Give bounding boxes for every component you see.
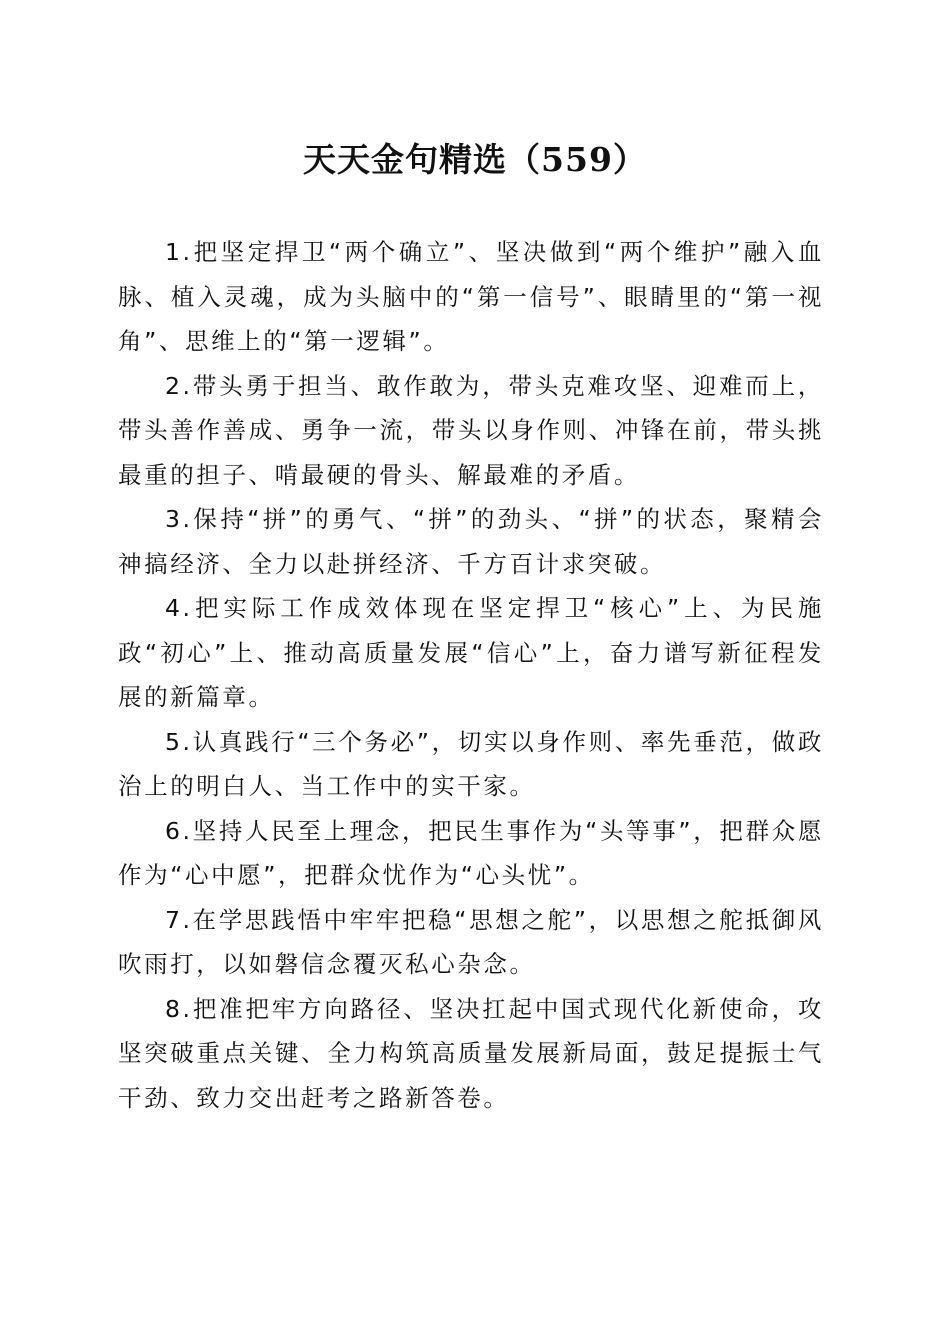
document-body [118,230,824,1120]
document-title: 天天金句精选（559） [303,140,647,179]
paragraph-4: 4.把实际工作成效体现在坚定捍卫“核心”上、为民施政“初心”上、推动高质量发展“信心”上，奋力谱写新征程发展的新篇章。 [118,594,824,711]
paragraph-3: 3.保持“拼”的勇气、“拼”的劲头、“拼”的状态，聚精会神搞经济、全力以赴拼经济、千方百计求突破。 [118,505,824,578]
paragraph-2: 2.带头勇于担当、敢作敢为，带头克难攻坚、迎难而上，带头善作善成、勇争一流，带头以身作则、冲锋在前，带头挑最重的担子、啃最硬的骨头、解最难的矛盾。 [118,371,824,489]
paragraph-7: 7.在学思践悟中牢牢把稳“思想之舵”，以思想之舵抵御风吹雨打，以如磐信念覆灭私心杂念。 [118,905,824,978]
paragraph-1: 1.把坚定捍卫“两个确立”、坚决做到“两个维护”融入血脉、植入灵魂，成为头脑中的“第一信号”、眼睛里的“第一视角”、思维上的“第一逻辑”。 [118,238,824,355]
paragraph-8: 8.把准把牢方向路径、坚决扛起中国式现代化新使命，攻坚突破重点关键、全力构筑高质量发展新局面，鼓足提振士气干劲、致力交出赶考之路新答卷。 [118,994,824,1112]
paragraph-6: 6.坚持人民至上理念，把民生事作为“头等事”，把群众愿作为“心中愿”，把群众忧作为“心头忧”。 [118,816,824,889]
paragraph-5: 5.认真践行“三个务必”，切实以身作则、率先垂范，做政治上的明白人、当工作中的实干家。 [118,727,824,800]
